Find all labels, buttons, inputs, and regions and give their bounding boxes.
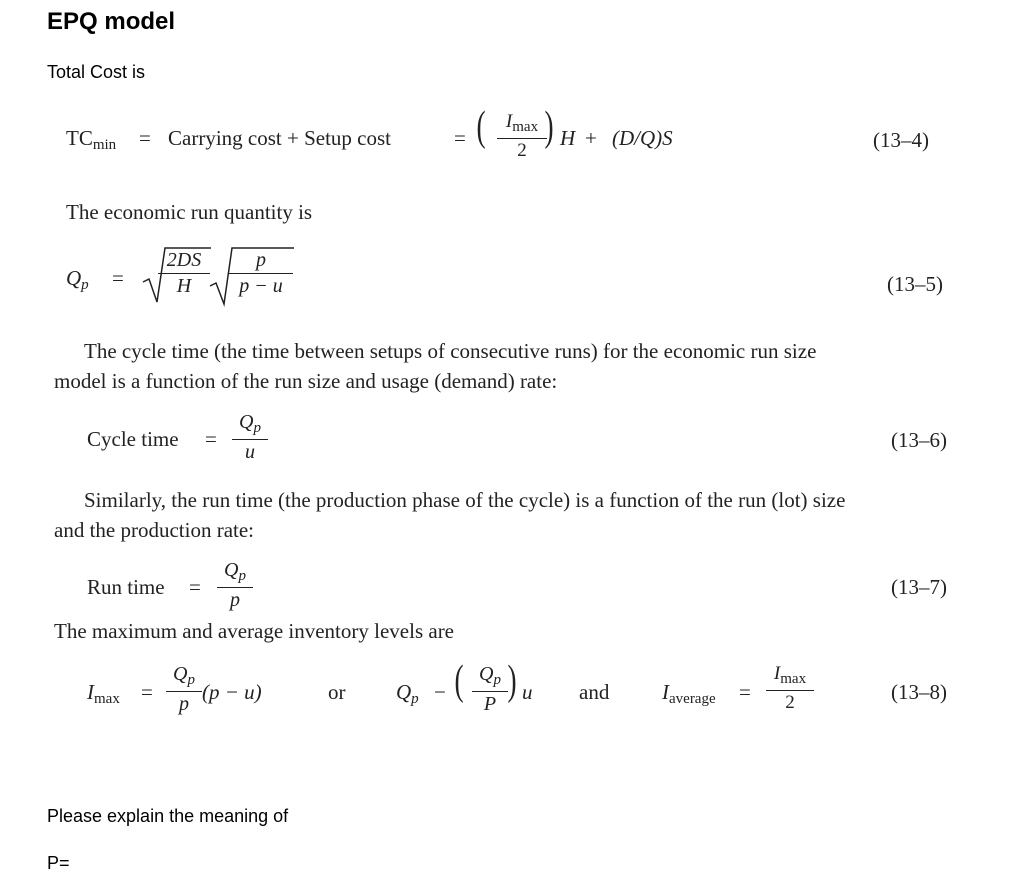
paragraph-cycle-time-line1: The cycle time (the time between setups of consecutive runs) for the economic run size (84, 339, 817, 363)
eq5-left-paren: ( (454, 658, 464, 704)
eq5-fraction-3: $I_{max}$ 2 (766, 664, 814, 713)
eq4-equals: = (189, 575, 201, 599)
question-text: Please explain the meaning of (47, 806, 289, 826)
eq5-fraction-2: $Q_p$ P (472, 664, 508, 715)
eq4-number: (13–7) (891, 575, 947, 599)
paragraph-run-time-line2: and the production rate: (54, 518, 255, 542)
eq5-i-average: $I_{average}$ (662, 680, 716, 707)
eq5-minus: − (434, 680, 446, 704)
paragraph-cycle-time-line2: model is a function of the run size and usage (demand) rate: (54, 369, 558, 393)
eq1-number: (13–4) (873, 128, 929, 152)
eq1-dqs: (D/Q)S (612, 126, 673, 150)
paragraph-economic-run: The economic run quantity is (66, 200, 313, 224)
eq5-u: u (522, 680, 533, 704)
eq1-plus: + (585, 126, 597, 150)
eq5-qp: Qp (396, 680, 419, 707)
eq5-fraction-1: $Q_p$ p (166, 664, 202, 715)
eq5-lhs: $I_{max}$ (87, 680, 120, 707)
eq5-and: and (579, 680, 610, 704)
eq4-lhs: Run time (87, 575, 165, 599)
eq3-lhs: Cycle time (87, 427, 179, 451)
eq1-lhs: $TC_{min}$ (66, 126, 117, 153)
eq2-number: (13–5) (887, 272, 943, 296)
p-equals-text: P= (47, 853, 70, 873)
paragraph-inventory-levels: The maximum and average inventory levels are (54, 619, 455, 643)
eq1-left-paren: ( (476, 104, 486, 150)
eq1-fraction: $I_{max}$ 2 (497, 112, 547, 161)
page-title: EPQ model (47, 8, 176, 35)
eq1-right-paren: ) (544, 104, 554, 150)
eq2-equals: = (112, 266, 124, 290)
eq3-fraction: $Q_p$ u (232, 412, 268, 463)
eq2-radicand-2: p p − u (229, 250, 293, 297)
eq1-h: H (560, 126, 576, 150)
eq5-number: (13–8) (891, 680, 947, 704)
eq3-equals: = (205, 427, 217, 451)
eq1-equals-2: = (454, 126, 466, 150)
eq5-right-paren: ) (507, 658, 517, 704)
eq1-text: Carrying cost + Setup cost (168, 126, 391, 150)
paragraph-run-time-line1: Similarly, the run time (the production phase of the cycle) is a function of the run (lot) size (84, 488, 846, 512)
eq5-equals-2: = (739, 680, 751, 704)
eq2-radicand-1: 2DS H (158, 250, 210, 297)
eq5-or: or (328, 680, 346, 704)
intro-text: Total Cost is (47, 62, 146, 82)
eq3-number: (13–6) (891, 428, 947, 452)
eq4-fraction: $Q_p$ p (217, 560, 253, 611)
eq5-p-minus-u: (p − u) (202, 680, 262, 704)
eq1-equals: = (139, 126, 151, 150)
eq5-equals: = (141, 680, 153, 704)
eq2-lhs: Qp (66, 266, 89, 293)
